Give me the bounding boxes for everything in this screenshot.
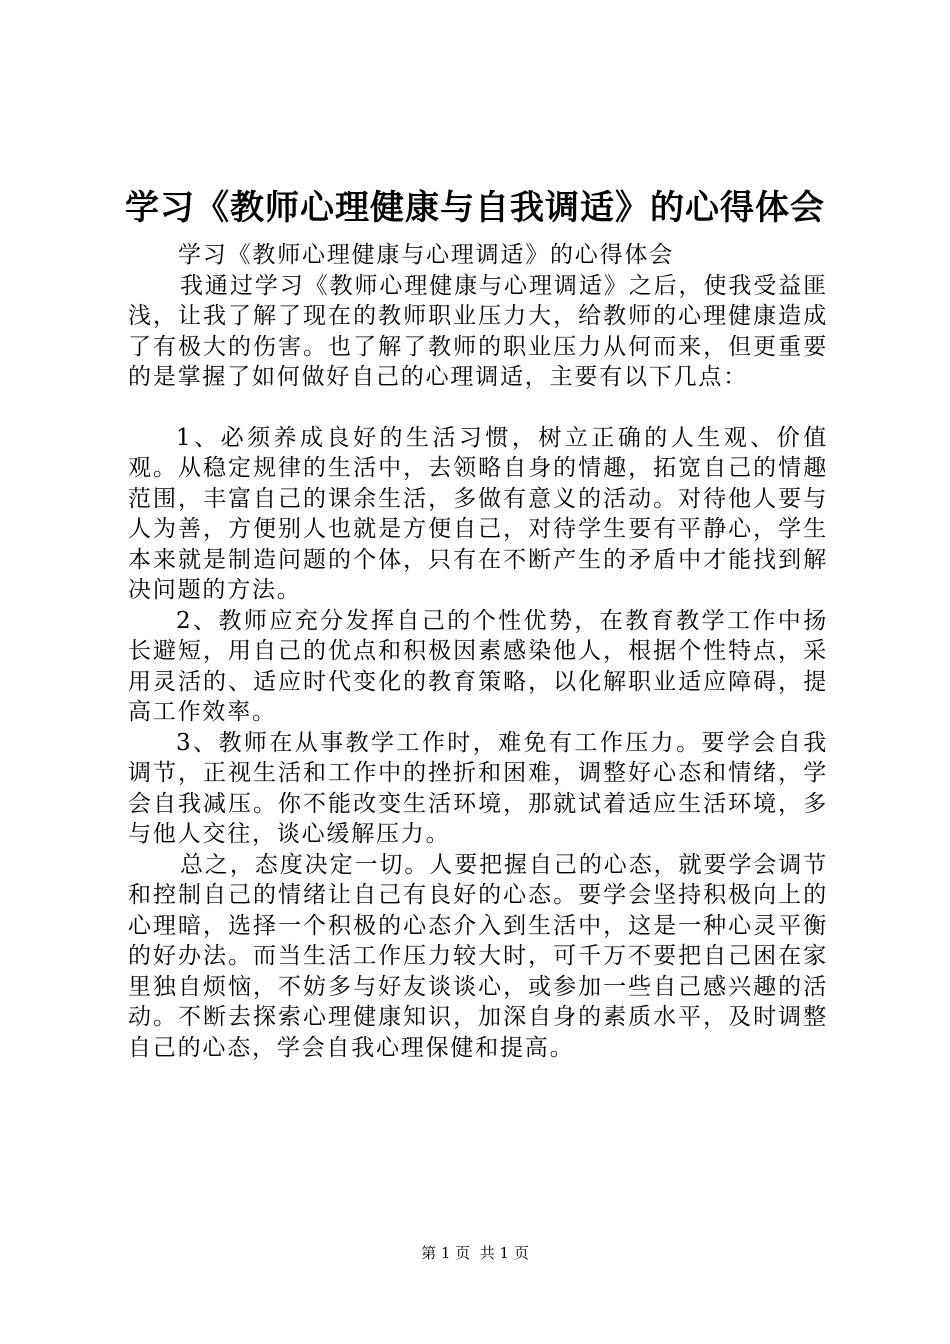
paragraph-spacer [128,393,828,423]
intro-paragraph: 我通过学习《教师心理健康与心理调适》之后，使我受益匪浅，让我了解了现在的教师职业压力大，给教师的心理健康造成了有极大的伤害。也了解了教师的职业压力从何而来，但更重要的是掌握了如何做好自己的心理调适，主要有以下几点： [128,272,828,390]
point-paragraph-3: 3、教师在从事教学工作时，难免有工作压力。要学会自我调节，正视生活和工作中的挫折和困难，调整好心态和情绪，学会自我减压。你不能改变生活环境，那就试着适应生活环境，多与他人交往，谈心缓解压力。 [128,729,828,847]
document-subtitle: 学习《教师心理健康与心理调适》的心得体会 [178,242,674,268]
page-footer: 第 1 页 共 1 页 [421,1244,529,1262]
point-paragraph-2: 2、教师应充分发挥自己的个性优势，在教育教学工作中扬长避短，用自己的优点和积极因素感染他人，根据个性特点，采用灵活的、适应时代变化的教育策略，以化解职业适应障碍，提高工作效率。 [128,607,828,725]
conclusion-paragraph: 总之，态度决定一切。人要把握自己的心态，就要学会调节和控制自己的情绪让自己有良好的心态。要学会坚持积极向上的心理暗，选择一个积极的心态介入到生活中，这是一种心灵平衡的好办法。而当生活工作压力较大时，可千万不要把自己困在家里独自烦恼，不妨多与好友谈谈心，或参加一些自己感兴趣的活动。不断去探索心理健康知识，加深自身的素质水平，及时调整自己的心态，学会自我心理保健和提高。 [128,851,828,1061]
document-title: 学习《教师心理健康与自我调适》的心得体会 [125,188,825,228]
document-body [128,240,828,1063]
point-paragraph-1: 1、必须养成良好的生活习惯，树立正确的人生观、价值观。从稳定规律的生活中，去领略自身的情趣，拓宽自己的情趣范围，丰富自己的课余生活，多做有意义的活动。对待他人要与人为善，方便别人也就是方便自己，对待学生要有平静心，学生本来就是制造问题的个体，只有在不断产生的矛盾中才能找到解决问题的方法。 [128,424,828,603]
